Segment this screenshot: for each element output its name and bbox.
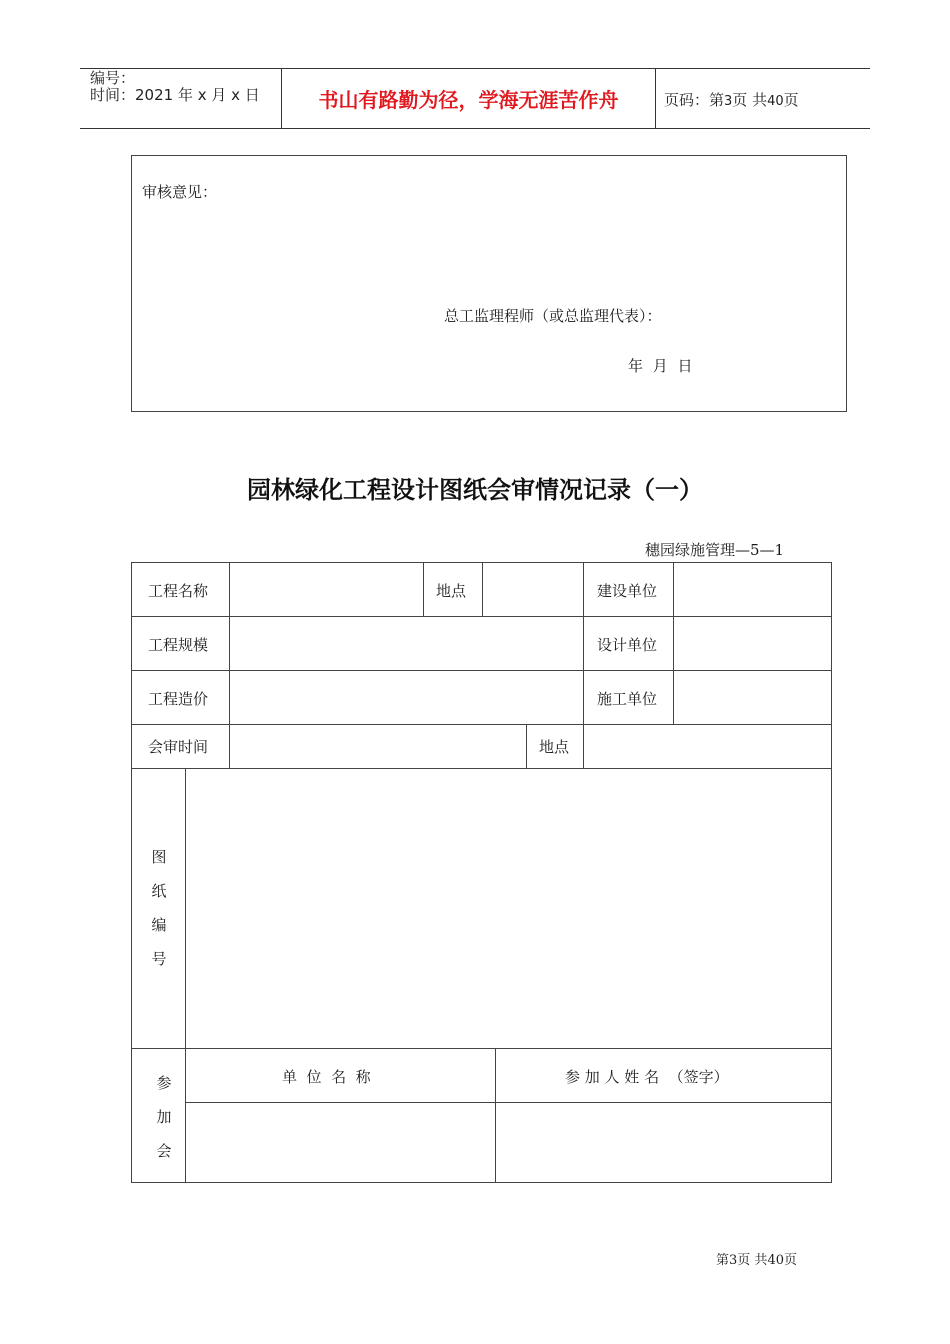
page-current: 3 — [724, 94, 733, 109]
footer-page-number — [716, 1249, 797, 1268]
col-rule — [185, 768, 186, 1182]
header-motto: 书山有路勤为径，学海无涯苦作舟 — [318, 88, 619, 112]
label-builder: 建设单位 — [597, 582, 658, 600]
header-bottom-rule — [80, 128, 870, 129]
footer-total: 40 — [767, 1253, 784, 1268]
attend-char: 会 — [156, 1142, 172, 1160]
drawing-no-char: 号 — [151, 950, 167, 968]
attend-char: 加 — [156, 1108, 172, 1126]
review-opinion-box — [131, 155, 847, 412]
page-prefix: 页码：第 — [664, 91, 725, 109]
drawing-no-char: 图 — [151, 848, 167, 866]
label-location-2: 地点 — [539, 738, 570, 756]
row-rule — [132, 724, 831, 725]
col-rule — [673, 563, 674, 724]
label-drawing-number — [149, 840, 169, 976]
footer-mid: 页 共 — [737, 1253, 768, 1268]
form-code: 穗园绿施管理—5—1 — [645, 541, 785, 559]
row-rule — [132, 616, 831, 617]
attend-char: 参 — [156, 1074, 172, 1092]
label-location: 地点 — [436, 582, 467, 600]
col-rule — [495, 1048, 496, 1182]
label-scale: 工程规模 — [148, 636, 209, 654]
form-title: 园林绿化工程设计图纸会审情况记录（一） — [247, 475, 703, 504]
header-divider-2 — [655, 68, 656, 129]
header-top-rule — [80, 68, 870, 69]
footer-prefix: 第 — [716, 1253, 730, 1268]
drawing-no-char: 编 — [151, 916, 167, 934]
review-record-table — [131, 562, 832, 1183]
time-label: 时间：2021 年 x 月 x 日 — [90, 86, 260, 104]
row-rule — [132, 670, 831, 671]
label-unit-name: 单 位 名 称 — [282, 1068, 371, 1086]
label-attendee-signature: 参 加 人 姓 名 （签字） — [565, 1068, 729, 1086]
col-rule — [423, 563, 424, 616]
header-page-number — [664, 89, 799, 110]
review-label: 审核意见： — [142, 183, 218, 201]
review-date: 年 月 日 — [628, 357, 693, 375]
label-contractor: 施工单位 — [597, 690, 658, 708]
review-signer: 总工监理程师（或总监理代表）： — [444, 307, 662, 325]
col-rule — [229, 563, 230, 768]
drawing-no-char: 纸 — [151, 882, 167, 900]
col-rule — [482, 563, 483, 616]
row-rule — [132, 768, 831, 769]
header-meta — [90, 70, 260, 104]
col-rule — [583, 563, 584, 768]
page-suffix: 页 — [783, 91, 799, 109]
label-cost: 工程造价 — [148, 690, 209, 708]
footer-current: 3 — [729, 1253, 738, 1268]
page-mid: 页 共 — [732, 91, 768, 109]
page-total: 40 — [767, 94, 784, 109]
label-designer: 设计单位 — [597, 636, 658, 654]
footer-suffix: 页 — [783, 1253, 797, 1268]
serial-label: 编号： — [90, 69, 136, 87]
row-rule — [185, 1102, 831, 1103]
row-rule — [132, 1048, 831, 1049]
label-review-time: 会审时间 — [148, 738, 209, 756]
label-project-name: 工程名称 — [148, 582, 209, 600]
col-rule — [526, 724, 527, 768]
label-attending — [154, 1066, 174, 1168]
